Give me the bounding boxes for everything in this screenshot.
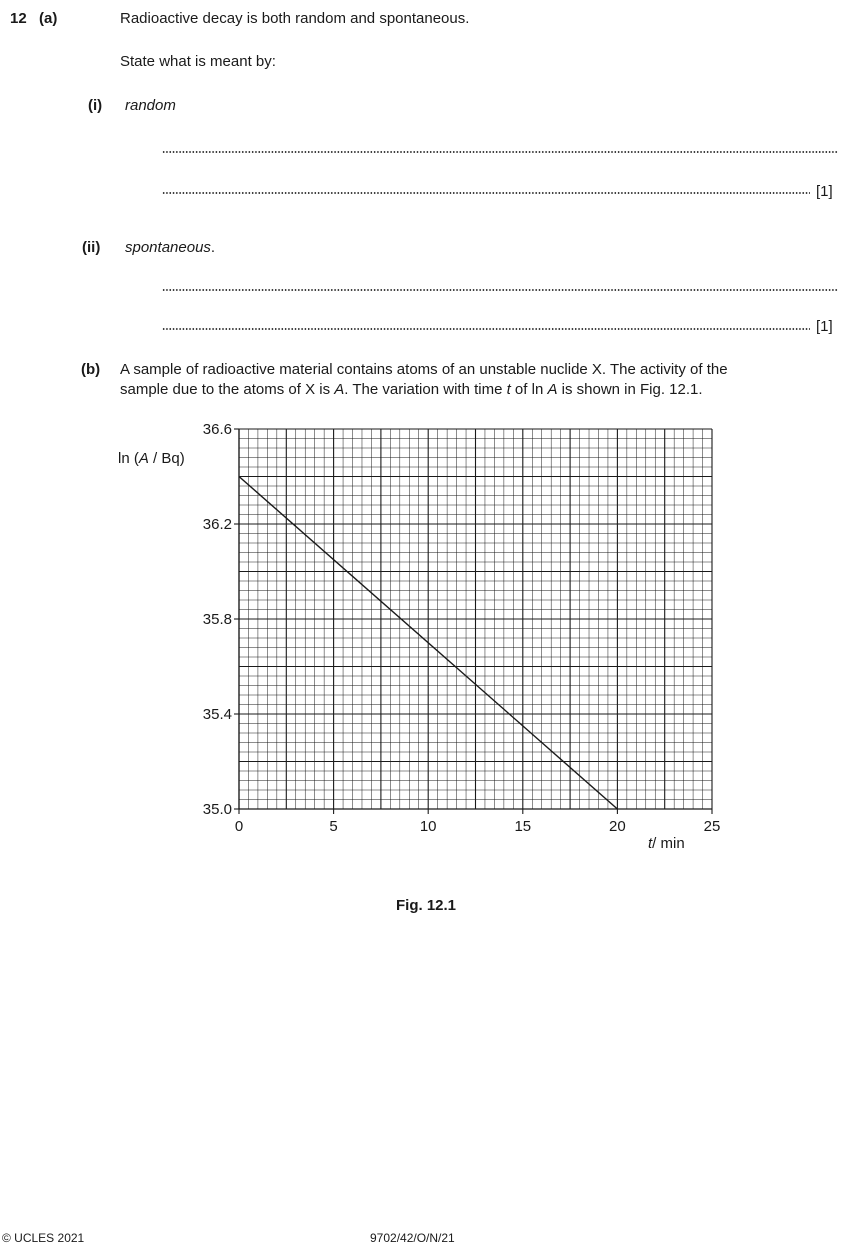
sub-ii-suffix: . xyxy=(210,239,216,256)
y-tick-label: 36.6 xyxy=(202,421,232,438)
y-tick-label: 36.2 xyxy=(202,516,232,533)
part-b-var-a: A xyxy=(334,381,345,398)
x-tick-label: 25 xyxy=(703,818,721,835)
y-tick-label: 35.8 xyxy=(202,611,232,628)
chart-ticks xyxy=(203,421,721,835)
sub-ii-term: spontaneous xyxy=(125,239,211,256)
y-tick-label: 35.4 xyxy=(202,706,232,723)
part-b-text-3: of ln xyxy=(510,381,548,398)
part-a-prompt: State what is meant by: xyxy=(120,53,276,70)
part-b-var-t: t xyxy=(506,381,511,398)
figure-caption: Fig. 12.1 xyxy=(396,897,457,914)
part-b-var-a2: A xyxy=(547,381,558,398)
part-b-label: (b) xyxy=(81,361,101,378)
part-b-text-2: . The variation with time xyxy=(344,381,507,398)
x-tick-label: 10 xyxy=(419,818,437,835)
sub-i-term: random xyxy=(125,97,176,114)
sub-i-label: (i) xyxy=(88,97,103,114)
footer-paper-code: 9702/42/O/N/21 xyxy=(370,1231,455,1245)
y-axis-label xyxy=(118,450,185,467)
part-a-label: (a) xyxy=(39,10,58,27)
marks-i: [1] xyxy=(816,183,833,200)
x-tick-label: 20 xyxy=(609,818,626,835)
x-tick-label: 15 xyxy=(514,818,532,835)
marks-ii: [1] xyxy=(816,318,833,335)
x-axis-label-var: t xyxy=(648,835,653,852)
sub-ii-label: (ii) xyxy=(82,239,101,256)
x-axis-label-unit: / min xyxy=(652,835,685,852)
x-axis-label xyxy=(648,835,685,852)
part-b-line1: A sample of radioactive material contains atoms of an unstable nuclide X. The activity of the xyxy=(120,361,728,378)
question-number: 12 xyxy=(10,10,27,27)
y-axis-label-var: A xyxy=(138,450,149,467)
footer-copyright: © UCLES 2021 xyxy=(2,1231,85,1245)
x-tick-label: 5 xyxy=(329,818,338,835)
y-axis-label-prefix: ln ( xyxy=(118,450,139,467)
y-axis-label-unit: / Bq) xyxy=(148,450,185,467)
part-b-text-4: is shown in Fig. 12.1. xyxy=(557,381,703,398)
y-tick-label: 35.0 xyxy=(202,801,232,818)
x-tick-label: 0 xyxy=(234,818,244,835)
part-a-statement: Radioactive decay is both random and spontaneous. xyxy=(120,10,470,27)
part-b-text-1: sample due to the atoms of X is xyxy=(120,381,335,398)
